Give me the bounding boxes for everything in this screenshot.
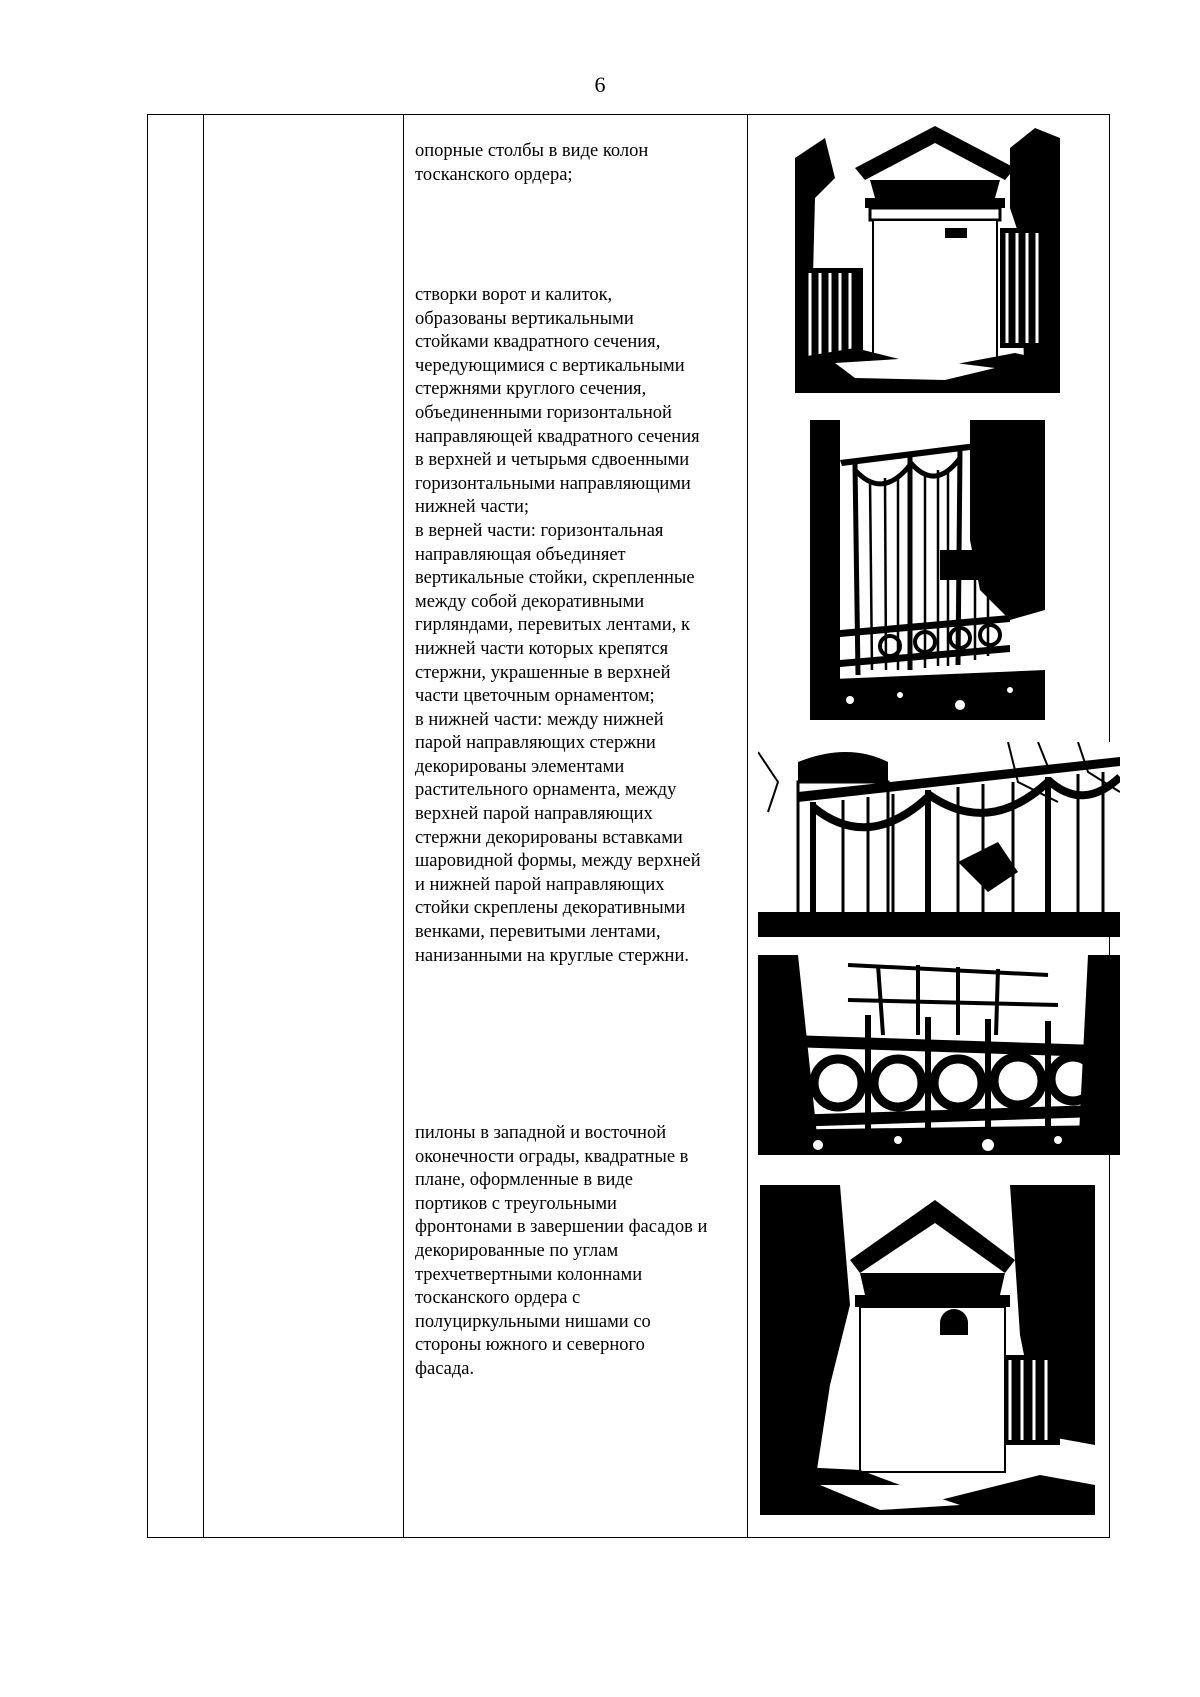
pylon-niche-photo — [760, 1185, 1095, 1515]
column-divider-2 — [403, 114, 404, 1538]
page-number: 6 — [594, 72, 606, 97]
description-pylons: пилоны в западной и восточной оконечности ограды, квадратные в плане, оформленные в виде портиков с треугольными фронтонами в завершении фасадов и декорированные по углам трехчетвертными колоннами тосканского ордера с полуциркульными нишами со стороны южного и северного фасада. — [415, 1123, 708, 1379]
description-supporting-pillars: опорные столбы в виде колон тосканского ордера; — [415, 141, 649, 185]
gate-garland-detail-photo — [758, 742, 1120, 937]
description-gate-leaves: створки ворот и калиток, образованы вертикальными стойками квадратного сечения, чередующимися с вертикальными стержнями круглого сечения, объединенными горизонтальной направляющей квадратного сечения в верхней и четырьмя сдвоенными горизонтальными направляющими нижней части; в верней части: горизонтальная направляющая объединяет вертикальные стойки, скрепленные между собой декоративными гирляндами, перевитых лентами, к нижней части которых крепятся стержни, украшенные в верхней части цветочным орнаментом; в нижней части: между нижней парой направляющих стержни декорированы элементами растительного орнамента, между верхней парой направляющих стержни декорированы вставками шаровидной формы, между верхней и нижней парой направляющих стойки скреплены декоративными венками, перевитыми лентами, нанизанными на круглые стержни. — [415, 285, 701, 966]
gate-lower-ornament-photo — [758, 955, 1120, 1155]
pylon-pediment-photo — [795, 118, 1060, 393]
column-divider-3 — [747, 114, 748, 1538]
gate-leaf-photo — [810, 420, 1045, 720]
column-divider-1 — [203, 114, 204, 1538]
